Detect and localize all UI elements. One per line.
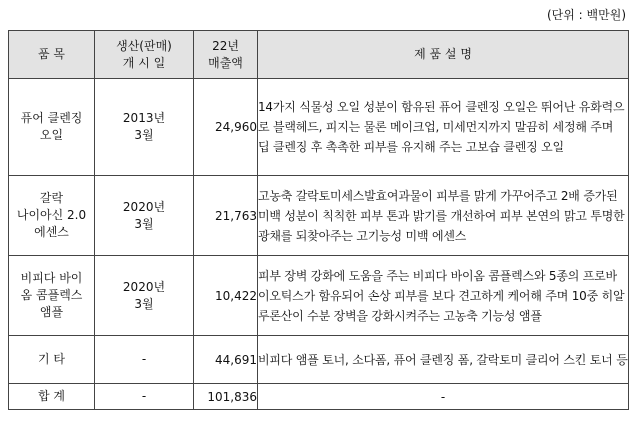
header-product-name: 품 목 bbox=[9, 31, 95, 79]
header-sales-22: 22년 매출액 bbox=[194, 31, 258, 79]
table-total-row bbox=[9, 384, 629, 410]
product-name-cell: 비피다 바이 옴 콤플렉스 앰플 bbox=[9, 256, 95, 336]
description-cell: 고농축 갈락토미세스발효여과물이 피부를 맑게 가꾸어주고 2배 증가된 미백 성분이 칙칙한 피부 톤과 밝기를 개선하여 피부 본연의 맑고 투명한 광채를 되찾아주는 고기능성 미백 에센스 bbox=[258, 176, 629, 256]
description-cell: 14가지 식물성 오일 성분이 함유된 퓨어 클렌징 오일은 뛰어난 유화력으로 블랙헤드, 피지는 물론 메이크업, 미세먼지까지 말끔히 세정해 주며 딥 클렌징 후 촉촉한 피부를 유지해 주는 고보습 클렌징 오일 bbox=[258, 79, 629, 176]
table-row bbox=[9, 79, 629, 176]
launch-date-cell: - bbox=[95, 384, 194, 410]
description-cell: - bbox=[258, 384, 629, 410]
total-sales-cell: 101,836 bbox=[194, 384, 258, 410]
product-name-cell: 기 타 bbox=[9, 336, 95, 384]
launch-date-cell: - bbox=[95, 336, 194, 384]
table-header-row bbox=[9, 31, 629, 79]
product-table bbox=[8, 30, 629, 410]
sales-cell: 10,422 bbox=[194, 256, 258, 336]
product-name-cell: 갈락 나이아신 2.0 에센스 bbox=[9, 176, 95, 256]
header-launch-date: 생산(판매) 개 시 일 bbox=[95, 31, 194, 79]
launch-date-cell: 2020년 3월 bbox=[95, 256, 194, 336]
unit-note: (단위 : 백만원) bbox=[547, 8, 626, 22]
table-row bbox=[9, 256, 629, 336]
description-cell: 피부 장벽 강화에 도움을 주는 비피다 바이옴 콤플렉스와 5종의 프로바이오틱스가 함유되어 손상 피부를 보다 견고하게 케어해 주며 10중 히알루론산이 수분 장벽을 강화시켜주는 고농축 기능성 앰플 bbox=[258, 256, 629, 336]
table-row bbox=[9, 176, 629, 256]
table-row bbox=[9, 336, 629, 384]
launch-date-cell: 2013년 3월 bbox=[95, 79, 194, 176]
header-product-description: 제 품 설 명 bbox=[258, 31, 629, 79]
sales-cell: 21,763 bbox=[194, 176, 258, 256]
product-name-cell: 퓨어 클렌징 오일 bbox=[9, 79, 95, 176]
sales-cell: 44,691 bbox=[194, 336, 258, 384]
launch-date-cell: 2020년 3월 bbox=[95, 176, 194, 256]
description-cell: 비피다 앰플 토너, 소다폼, 퓨어 클렌징 폼, 갈락토미 클리어 스킨 토너 등 bbox=[258, 336, 629, 384]
total-label-cell: 합 계 bbox=[9, 384, 95, 410]
sales-cell: 24,960 bbox=[194, 79, 258, 176]
